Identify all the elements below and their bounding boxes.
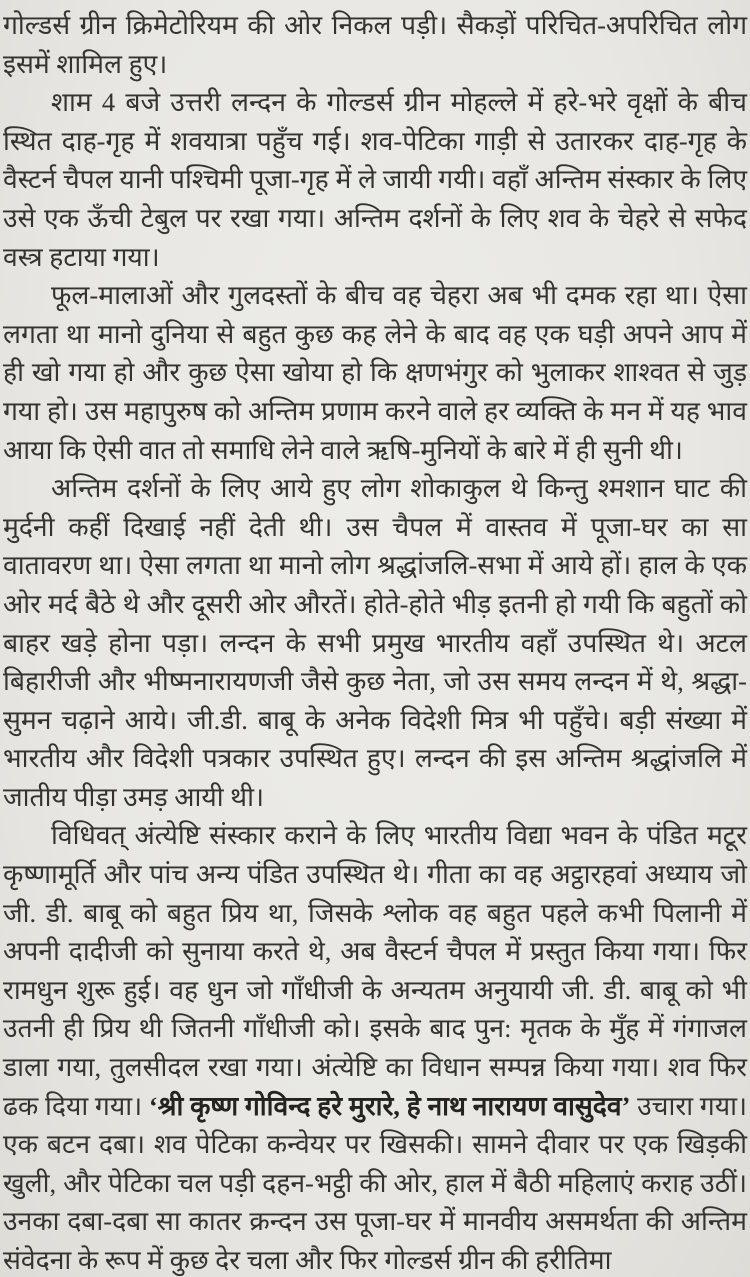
paragraph-continuation: गोल्डर्स ग्रीन क्रिमेटोरियम की ओर निकल पड़ी। सैकड़ों परिचित-अपरिचित लोग इसमें शामिल हुए। <box>3 10 747 79</box>
paragraph-face-among-flowers: फूल-मालाओं और गुलदस्तों के बीच वह चेहरा अब भी दमक रहा था। ऐसा लगता था मानो दुनिया से बहुत कुछ कह लेने के बाद वह एक घड़ी अपने आप में ही खो गया हो और कुछ ऐसा खोया हो कि क्षणभंगुर को भुलाकर शाश्वत से जुड़ गया हो। उस महापुरुष को अन्तिम प्रणाम करने वाले हर व्यक्ति के मन में यह भाव आया कि ऐसी वात तो समाधि लेने वाले ऋषि-मुनियों के बारे में ही सुनी थी। <box>3 280 747 465</box>
bold-chant-quote: ‘श्री कृष्ण गोविन्द हरे मुरारे, हे नाथ नारायण वासुदेव’ <box>148 1090 631 1121</box>
last-rites-text-after-quote: उचारा गया। एक बटन दबा। शव पेटिका कन्वेयर पर खिसकी। सामने दीवार पर एक खिड़की खुली, और पेटिका चल पड़ी दहन-भट्ठी की ओर, हाल में बैठी महिलाएं कराह उठीं। उनका दबा-दबा सा कातर क्रन्दन उस पूजा-घर में मानवीय असमर्थता की अन्तिम संवेदना के रूप में कुछ देर चला और फिर गोल्डर्स ग्रीन की हरीतिमा <box>3 1090 748 1275</box>
paragraph-arrival-at-chapel: शाम 4 बजे उत्तरी लन्दन के गोल्डर्स ग्रीन मोहल्ले में हरे-भरे वृक्षों के बीच स्थित दाह-गृह में शवयात्रा पहुँच गई। शव-पेटिका गाड़ी से उतारकर दाह-गृह के वैस्टर्न चैपल यानी पश्चिमी पूजा-गृह में ले जायी गयी। वहाँ अन्तिम संस्कार के लिए उसे एक ऊँची टेबुल पर रखा गया। अन्तिम दर्शनों के लिए शव के चेहरे से सफेद वस्त्र हटाया गया। <box>3 87 747 272</box>
paragraph-last-rites <box>3 816 747 1277</box>
paragraph-mourners-gathering: अन्तिम दर्शनों के लिए आये हुए लोग शोकाकुल थे किन्तु श्मशान घाट की मुर्दनी कहीं दिखाई नहीं देती थी। उस चैपल में वास्तव में पूजा-घर का सा वातावरण था। ऐसा लगता था मानो लोग श्रद्धांजलि-सभा में आये हों। हाल के एक ओर मर्द बैठे थे और दूसरी ओर औरतें। होते-होते भीड़ इतनी हो गयी कि बहुतों को बाहर खड़े होना पड़ा। लन्दन के सभी प्रमुख भारतीय वहाँ उपस्थित थे। अटल बिहारीजी और भीष्मनारायणजी जैसे कुछ नेता, जो उस समय लन्दन में थे, श्रद्धा-सुमन चढ़ाने आये। जी.डी. बाबू के अनेक विदेशी मित्र भी पहुँचे। बड़ी संख्या में भारतीय और विदेशी पत्रकार उपस्थित हुए। लन्दन की इस अन्तिम श्रद्धांजलि में जातीय पीड़ा उमड़ आयी थी। <box>3 473 747 812</box>
last-rites-text-before-quote: विधिवत् अंत्येष्टि संस्कार कराने के लिए भारतीय विद्या भवन के पंडित मटूर कृष्णामूर्ति और पांच अन्य पंडित उपस्थित थे। गीता का वह अट्ठारहवां अध्याय जो जी. डी. बाबू को बहुत प्रिय था, जिसके श्लोक वह बहुत पहले कभी पिलानी में अपनी दादीजी को सुनाया करते थे, अब वैस्टर्न चैपल में प्रस्तुत किया गया। फिर रामधुन शुरू हुई। वह धुन जो गाँधीजी के अन्यतम अनुयायी जी. डी. बाबू को भी उतनी ही प्रिय थी जितनी गाँधीजी को। इसके बाद पुन: मृतक के मुँह में गंगाजल डाला गया, तुलसीदल रखा गया। अंत्येष्टि का विधान सम्पन्न किया गया। शव फिर ढक दिया गया। <box>3 820 747 1121</box>
